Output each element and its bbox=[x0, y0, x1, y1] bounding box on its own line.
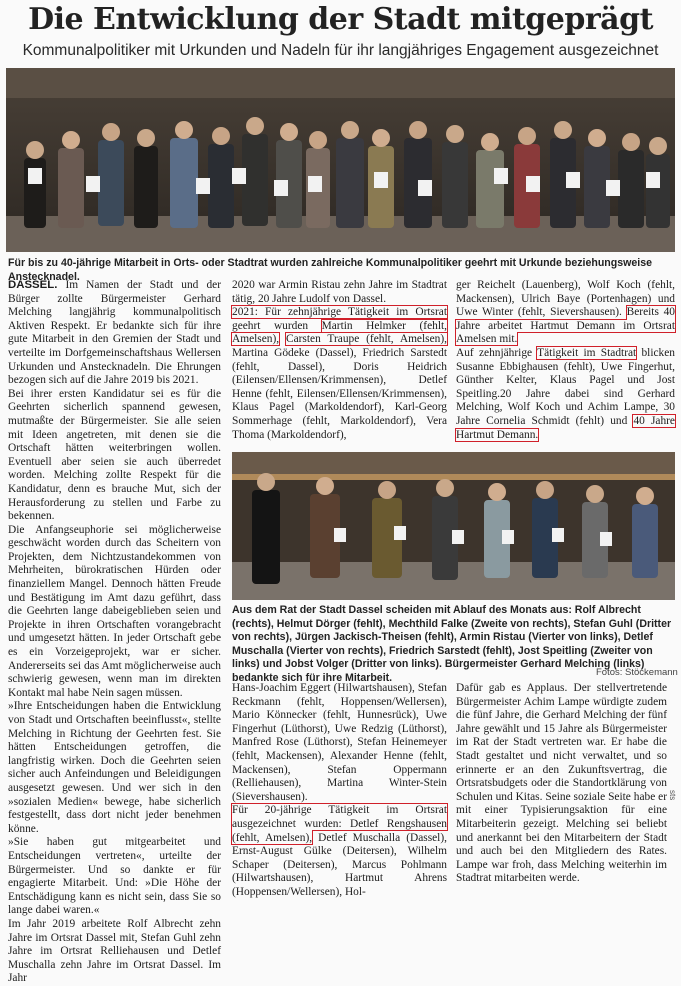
highlight-ortsrat-10: 2021: Für zehnjährige Tätigkeit im Ortsrat bbox=[232, 306, 447, 319]
highlight-ortsrat-20: Für 20-jährige Tätigkeit im Ortsrat ausgezeichnet wurden: Detlef Rengshausen (fehlt, Amelsen), bbox=[232, 804, 447, 844]
col2-text-d: Martina Gödeke (Dassel), Friedrich Sarstedt (fehlt, Dassel), Doris Heidrich (Eilensen/Ellensen/Krimmensen), Detlef Henne (fehlt, Eilensen/Ellensen/Krimmensen), Klaus Pagel (Markoldendorf), Karl-Georg Sommerhage (fehlt, Markoldendorf), Vera Thoma (Markoldendorf), bbox=[232, 346, 447, 441]
column-2-bottom bbox=[232, 682, 447, 898]
top-photo-caption: Für bis zu 40-jährige Mitarbeit in Orts- oder Stadtrat wurden zahlreiche Kommunalpolitiker geehrt mit Urkunde beziehungsweise Anstecknadel. bbox=[8, 257, 652, 283]
dateline: DASSEL. bbox=[8, 279, 58, 291]
column-3-bottom-text: Dafür gab es Applaus. Der stellvertretende Bürgermeister Achim Lampe würdigte zudem die fünf Jahre, die Gerhard Melching der fünf Jahre gewählt und 15 Jahre als Bürgermeister im Rat der Stadt vertreten war. Er habe die Stadt gestaltet und nicht verwaltet, und so erinnerte er an den Zukunftsvertrag, die Ortsratsbudgets oder die Standortklärung von Schulen und Kitas. Seine soziale Seite habe er mit einer Typisierungsaktion für eine Mitarbeiterin gezeigt. Melching sei beliebt und anerkannt bei den Mitarbeitern der Stadt und auch bei den Mitgliedern des Rates. Lampe war froh, dass Melching weiterhin im Stadtrat mitarbeiten werde. bbox=[456, 682, 667, 885]
col2-text-c bbox=[279, 333, 286, 345]
top-group-photo bbox=[6, 68, 675, 252]
col2-text-b: geehrt wurden bbox=[232, 319, 322, 332]
bottom-photo-caption: Aus dem Rat der Stadt Dassel scheiden mit Ablauf des Monats aus: Rolf Albrecht (rechts), Helmut Dörger (fehlt), Mechthild Falke (Zweite von rechts), Stefan Guhl (Dritter von rechts), Jürgen Jackisch-Theisen (fehlt), Armin Ristau (Vierter von links), Detlef Muschalla (Vierter von rechts), Friedrich Sarstedt (fehlt), Jost Speitling (Zweiter von links) und Jobst Volger (Dritter von links). Bürgermeister Gerhard Melching (links) bedankte sich für ihre Mitarbeit. bbox=[232, 604, 672, 684]
highlight-helmker: Martin Helmker (fehlt, Amelsen), bbox=[232, 319, 447, 346]
photo-credit: Fotos: Stöckemann bbox=[596, 667, 678, 678]
col3-text-b: Auf zehnjährige bbox=[456, 346, 533, 359]
col2-text-a: 2020 war Armin Ristau zehn Jahre im Stadtrat tätig, 20 Jahre Ludolf von Dassel. bbox=[232, 279, 447, 305]
column-3-top bbox=[456, 279, 675, 451]
highlight-demann-40: 40 Jahre Hartmut Demann. bbox=[456, 414, 675, 441]
headline: Die Entwicklung der Stadt mitgeprägt bbox=[28, 2, 653, 37]
subheadline: Kommunalpolitiker mit Urkunden und Nadeln für ihr langjähriges Engagement ausgezeichnet bbox=[22, 42, 659, 59]
highlight-stadtrat: Tätigkeit im Stadtrat bbox=[537, 346, 637, 359]
column-1-text: Im Namen der Stadt und der Bürger zollte Bürgermeister Gerhard Melching langjährig kommunalpolitisch Aktiven Respekt. Er bedankte sich für ihre gute Mitarbeit in den Gremien der Stadt und verteilte im Dorfgemeinschaftshaus Wellersen Urkunden und Anstecknadeln. Die Ehrungen bezogen sich auf die Jahre 2019 bis 2021. Bei ihrer ersten Kandidatur sei es für die Geehrten sicherlich spannend gewesen, mutmaßte der Bürgermeister. Sie alle seien mit Ideen angetreten, mit denen sie die Ortschaft hätten weiterbringen wollen. Eventuell aber seien sie auch überredet worden. Melching zollte Respekt für die Kandidatur, denn es brauche Mut, sich der Herausforderung zu stellen und Farbe zu bekennen. Die Anfangseuphorie sei möglicherweise geschwächt worden durch das Scheitern von Projekten, dem Nichtzustandekommen von Mehrheiten, bürokratischen Hürden oder finanziellem Mangel. Dennoch hätten Freude und Bestätigung im Amt dazu geführt, dass die Geehrten lange dabeigeblieben seien und Projekte in ihren Ortschaften vorangebracht und umgesetzt hätten. In jeder Ortschaft gebe es ein Vorzeigeprojekt, war er sicher. Andererseits sei das Amt möglicherweise auch schwierig gewesen, wenn man im direkten Kontakt mal habe Nein sagen müssen. »Ihre Entscheidungen haben die Entwicklung von Stadt und Ortschaften beeinflusst«, stellte Melching in Richtung der Geehrten fest. Sie hätten Entscheidungen getroffen, die langfristig wirken. Doch die Geehrten seien sicher auch Anfeindungen und Beleidigungen ausgesetzt gewesen. Und wer sich in den »sozialen Medien« bewege, habe sicherlich festgestellt, dass dort nicht jeder benehmen könne. »Sie haben gut mitgearbeitet und Entscheidungen vertreten«, urteilte der Bürgermeister. Und so dankte er für engagierte Mitarbeit. Und: »Die Höhe der Entschädigung kann es nicht sein, dass Sie so lange dabei waren.« Im Jahr 2019 arbeitete Rolf Albrecht zehn Jahre im Ortsrat Dassel mit, Stefan Guhl zehn Jahre im Ortsrat Relliehausen und Detlef Muschalla zehn Jahre im Ortsrat Dassel. Im Jahr bbox=[8, 279, 221, 985]
column-3-bottom bbox=[456, 682, 667, 885]
highlight-traupe: Carsten Traupe (fehlt, Amelsen), bbox=[285, 333, 447, 346]
highlight-demann-ortsrat: Bereits 40 Jahre arbeitet Hartmut Demann im Ortsrat Amelsen mit. bbox=[456, 306, 675, 346]
col2-bottom-text-a: Hans-Joachim Eggert (Hilwartshausen), Stefan Reckmann (fehlt, Hoppensen/Wellersen), Mario Könnecker (fehlt, Hunnesrück), Uwe Fingerhut (Lüthorst), Uwe Redzig (Lüthorst), Manfred Rose (Lüthorst), Stefan Heinemeyer (fehlt, Mackensen), Alexander Henne (fehlt, Mackensen), Stefan Oppermann (Relliehausen), Martina Winter-Stein (Sievershausen). bbox=[232, 682, 447, 803]
bottom-group-photo bbox=[232, 452, 675, 600]
column-2-top bbox=[232, 279, 447, 451]
column-1 bbox=[8, 279, 221, 985]
col3-text-a: ger Reichelt (Lauenberg), Wolf Koch (fehlt, Mackensen), Ulrich Baye (Portenhagen) und Uwe Winter (fehlt, Sievershausen). bbox=[456, 279, 675, 319]
col3-text-c: blicken Susanne Ebbighausen (fehlt), Uwe Fingerhut, Günther Kelter, Klaus Pagel und Jost Speitling.20 Jahre dabei sind Gerhard Melching, Wolf Koch und Achim Lampe, 30 Jahre Cornelia Schmidt (fehlt) und bbox=[456, 346, 675, 427]
side-tag: sts bbox=[668, 790, 677, 801]
col2-bottom-text-b: Detlef Muschalla (Dassel), Ernst-August Gülke (Deitersen), Wilhelm Schaper (Deitersen), Marcus Pohlmann (Hilwartshausen), Hartmut Ahrens (Hoppensen/Wellersen), Hol- bbox=[232, 831, 447, 898]
